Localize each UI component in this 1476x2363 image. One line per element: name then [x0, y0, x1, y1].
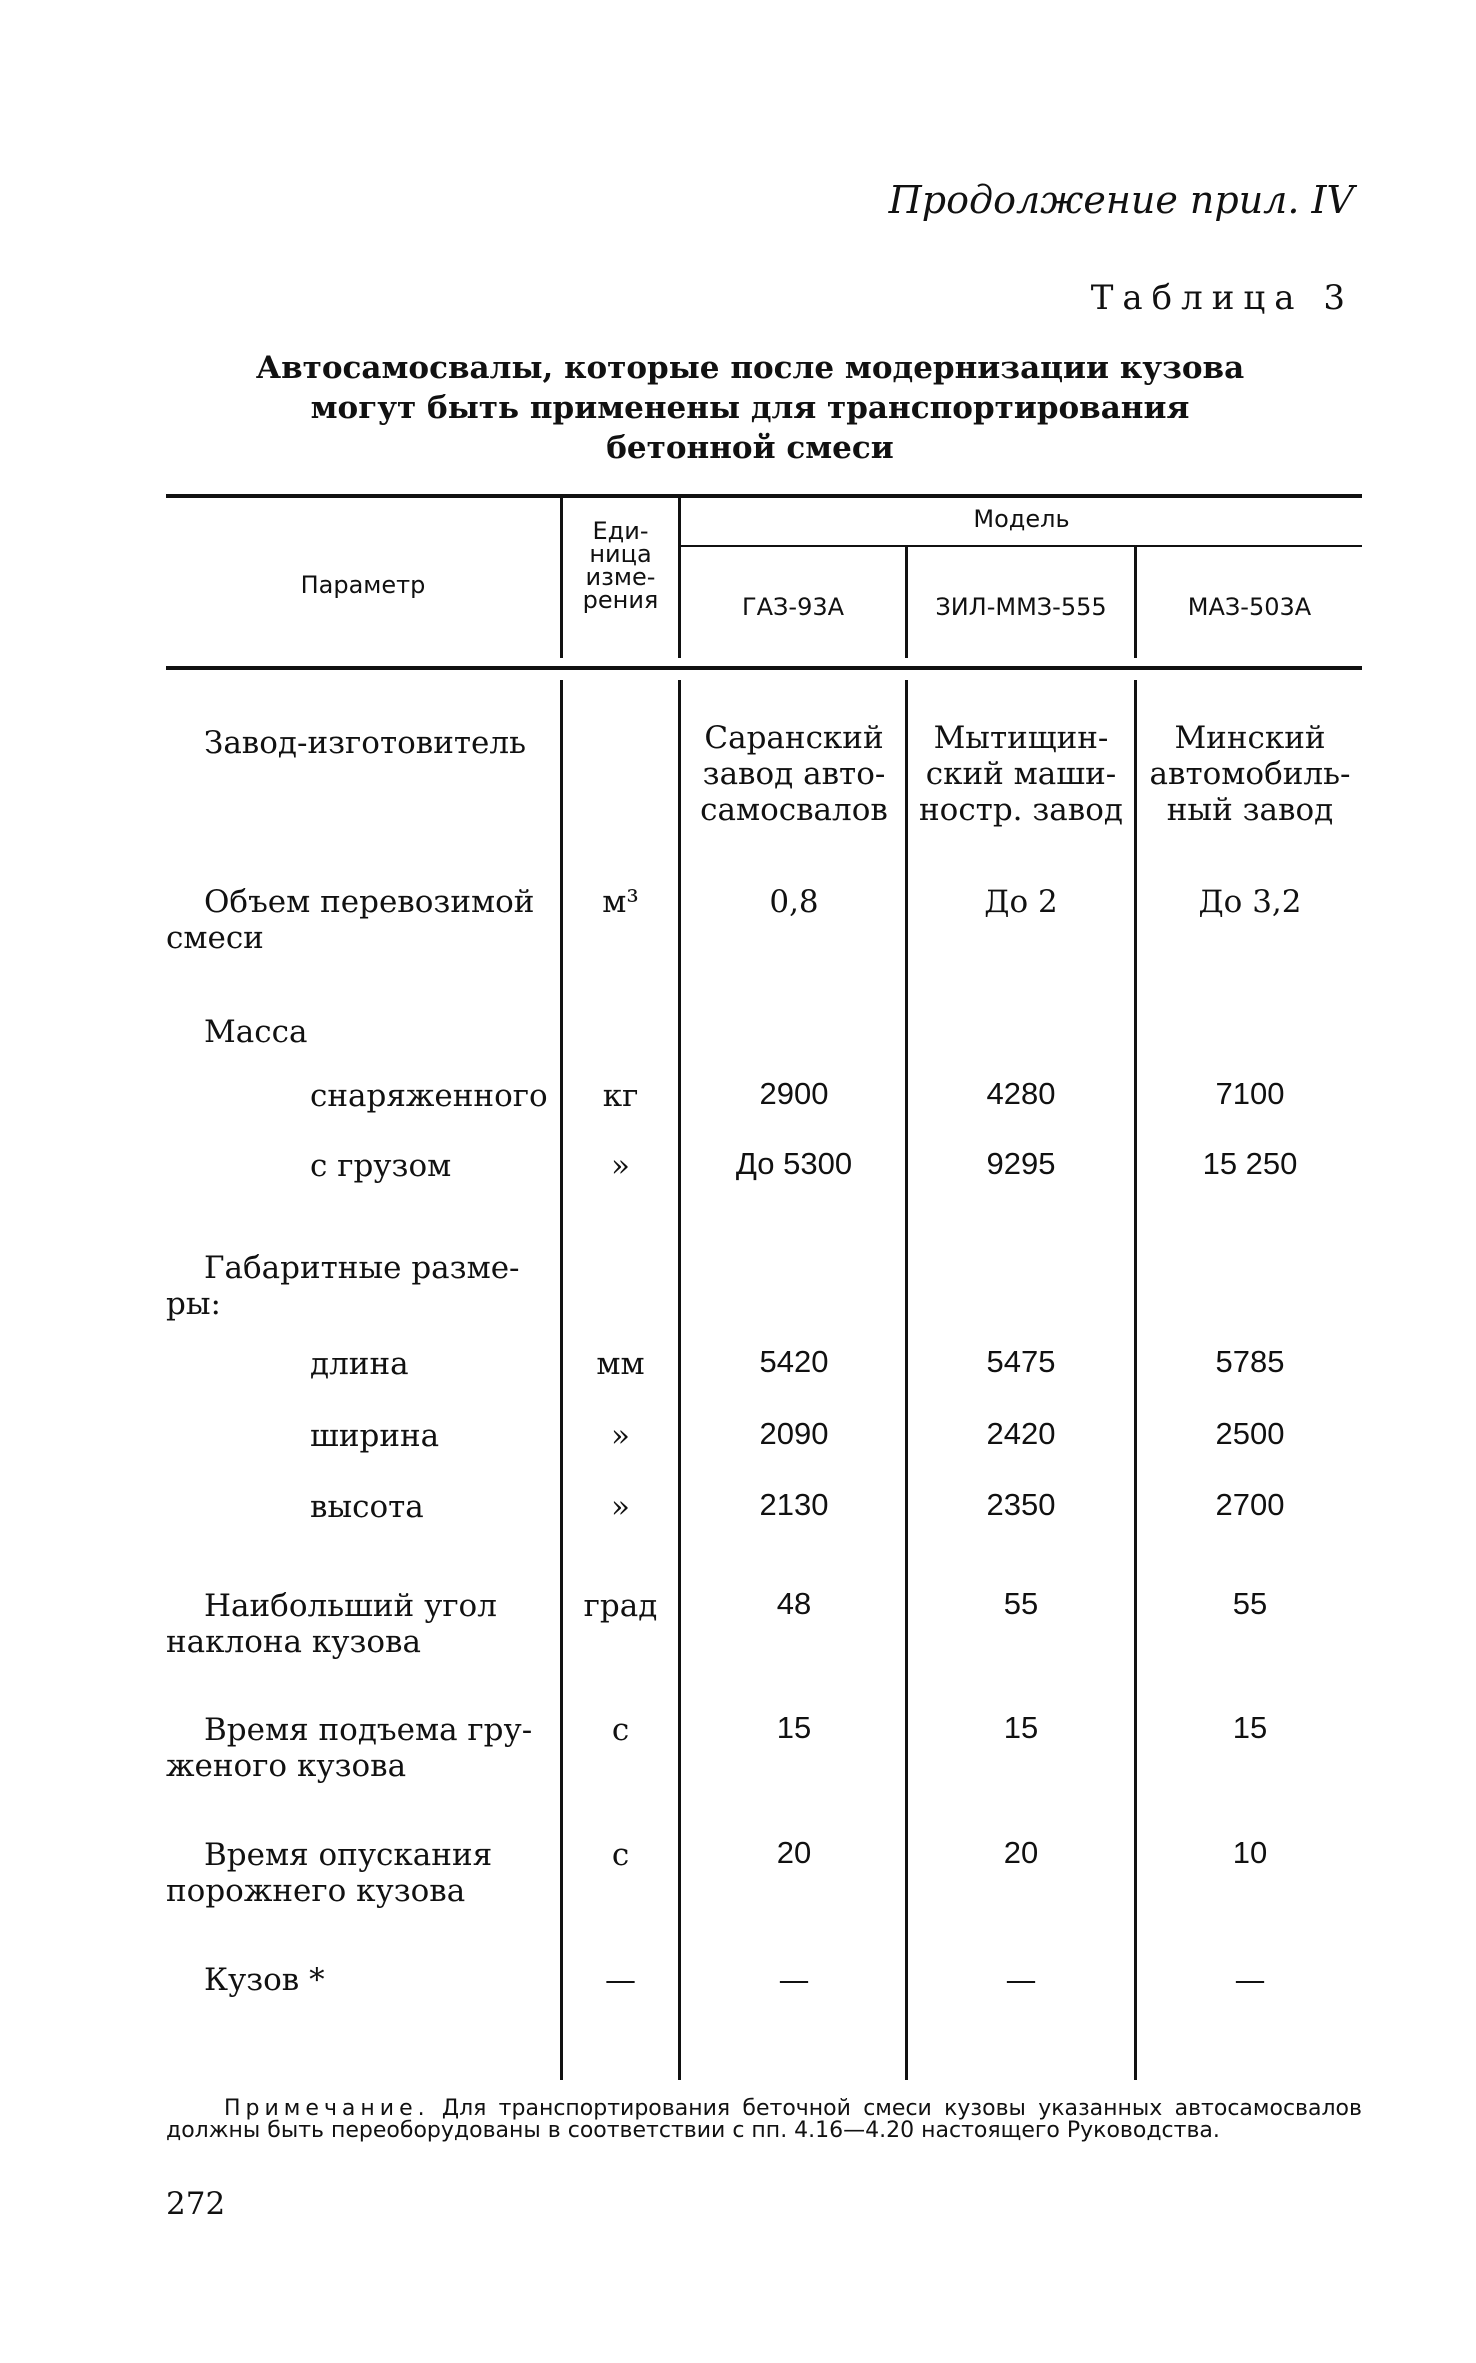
- header-unit-line: рения: [582, 586, 659, 614]
- cell-line: автомобиль-: [1149, 756, 1351, 792]
- row-mass-param: Масса: [204, 1014, 308, 1050]
- row-mass-empty-m3: 7100: [1215, 1076, 1285, 1111]
- row-lift-m3: 15: [1232, 1710, 1268, 1745]
- table-note: [166, 2098, 1362, 2142]
- title-line: могут быть применены для транспортирования: [310, 390, 1190, 426]
- row-angle-m3: 55: [1232, 1586, 1268, 1621]
- row-lift-m1: 15: [776, 1710, 812, 1745]
- row-mass-empty-m1: 2900: [759, 1076, 829, 1111]
- row-lower-m2: 20: [1003, 1835, 1039, 1870]
- row-lower-param: [166, 1837, 546, 1909]
- cell-line: Объем перевозимой: [204, 884, 535, 920]
- row-factory-m3: [1140, 720, 1360, 828]
- header-unit-line: Еди-: [592, 517, 649, 545]
- row-volume-m1: 0,8: [769, 884, 819, 920]
- row-lower-unit: с: [611, 1837, 630, 1873]
- cell-line: ский маши-: [925, 756, 1117, 792]
- row-volume-m2: До 2: [984, 884, 1058, 920]
- row-mass-loaded-m2: 9295: [986, 1146, 1056, 1181]
- row-factory-m2: [910, 720, 1132, 828]
- row-mass-loaded-unit: »: [611, 1148, 630, 1184]
- cell-line: Саранский: [704, 720, 884, 756]
- cell-line: порожнего кузова: [166, 1873, 466, 1909]
- cell-line: завод авто-: [702, 756, 886, 792]
- header-unit-line: изме-: [585, 563, 656, 591]
- row-body-m1: —: [778, 1962, 810, 1998]
- row-body-unit: —: [605, 1962, 636, 1998]
- cell-line: Габаритные разме-: [204, 1250, 520, 1286]
- col-rule-m2-right: [1134, 680, 1137, 2080]
- row-mass-loaded-m1: До 5300: [735, 1146, 853, 1181]
- header-bottom-rule: [166, 666, 1362, 670]
- row-lift-unit: с: [611, 1712, 630, 1748]
- row-width-m1: 2090: [759, 1416, 829, 1451]
- cell-line: Время опускания: [204, 1837, 493, 1873]
- row-factory-param: Завод-изготовитель: [204, 725, 526, 761]
- row-dims-param: [166, 1250, 546, 1322]
- cell-line: ры:: [166, 1286, 221, 1322]
- row-length-m2: 5475: [986, 1344, 1056, 1379]
- row-angle-m1: 48: [776, 1586, 812, 1621]
- row-volume-m3: До 3,2: [1198, 884, 1302, 920]
- row-volume-unit: м³: [602, 884, 639, 920]
- row-width-m3: 2500: [1215, 1416, 1285, 1451]
- note-label: Примечание.: [224, 2096, 430, 2121]
- row-lift-param: [166, 1712, 546, 1784]
- cell-line: ностр. завод: [919, 792, 1123, 828]
- row-mass-loaded-m3: 15 250: [1202, 1146, 1298, 1181]
- col-rule-unit-right: [678, 680, 681, 2080]
- note-text: Для транспортирования беточной смеси кузовы указанных автосамосвалов должны быть переоборудованы в соответствии с пп. 4.16—4.20 настоящего Руководства.: [166, 2096, 1362, 2143]
- row-volume-param: [166, 884, 546, 956]
- col-rule-m1-right: [905, 680, 908, 2080]
- row-body-param: Кузов *: [204, 1962, 325, 1998]
- row-mass-loaded-param: с грузом: [310, 1148, 452, 1184]
- row-width-unit: »: [611, 1418, 630, 1454]
- header-model-2: ЗИЛ-ММЗ-555: [935, 593, 1107, 621]
- row-width-param: ширина: [310, 1418, 440, 1454]
- row-body-m2: —: [1005, 1962, 1037, 1998]
- row-angle-m2: 55: [1003, 1586, 1039, 1621]
- table-label: Таблица 3: [1090, 278, 1354, 318]
- row-mass-empty-unit: кг: [602, 1078, 639, 1114]
- cell-line: Мытищин-: [933, 720, 1109, 756]
- cell-line: наклона кузова: [166, 1624, 421, 1660]
- page-number: 272: [166, 2186, 226, 2222]
- title-line: Автосамосвалы, которые после модернизации кузова: [255, 350, 1245, 386]
- header-unit: [563, 517, 678, 614]
- row-height-unit: »: [611, 1489, 630, 1525]
- row-mass-empty-param: снаряженного: [310, 1078, 548, 1114]
- row-width-m2: 2420: [986, 1416, 1056, 1451]
- row-angle-param: [166, 1588, 546, 1660]
- row-lift-m2: 15: [1003, 1710, 1039, 1745]
- cell-line: Время подъема гру-: [204, 1712, 533, 1748]
- row-height-m3: 2700: [1215, 1487, 1285, 1522]
- row-length-param: длина: [310, 1346, 409, 1382]
- cell-line: ный завод: [1166, 792, 1334, 828]
- row-mass-empty-m2: 4280: [986, 1076, 1056, 1111]
- header-model-3: МАЗ-503А: [1187, 593, 1312, 621]
- header-model: Модель: [973, 505, 1070, 533]
- row-lower-m1: 20: [776, 1835, 812, 1870]
- row-lower-m3: 10: [1232, 1835, 1268, 1870]
- cell-line: самосвалов: [700, 792, 888, 828]
- cell-line: Наибольший угол: [204, 1588, 497, 1624]
- title-line: бетонной смеси: [606, 430, 894, 466]
- row-length-unit: мм: [596, 1346, 645, 1382]
- cell-line: женого кузова: [166, 1748, 407, 1784]
- row-length-m1: 5420: [759, 1344, 829, 1379]
- row-height-m2: 2350: [986, 1487, 1056, 1522]
- cell-line: Минский: [1174, 720, 1326, 756]
- model-sub-rule: [678, 545, 1362, 547]
- row-body-m3: —: [1234, 1962, 1266, 1998]
- continuation-label: Продолжение прил. IV: [888, 178, 1354, 222]
- row-height-param: высота: [310, 1489, 424, 1525]
- row-length-m3: 5785: [1215, 1344, 1285, 1379]
- header-param: Параметр: [300, 571, 426, 599]
- header-unit-line: ница: [589, 540, 652, 568]
- cell-line: смеси: [166, 920, 264, 956]
- row-height-m1: 2130: [759, 1487, 829, 1522]
- table-title: [250, 348, 1250, 468]
- row-angle-unit: град: [583, 1588, 658, 1624]
- header-model-1: ГАЗ-93А: [741, 593, 845, 621]
- row-factory-m1: [683, 720, 905, 828]
- table-top-rule: [166, 494, 1362, 498]
